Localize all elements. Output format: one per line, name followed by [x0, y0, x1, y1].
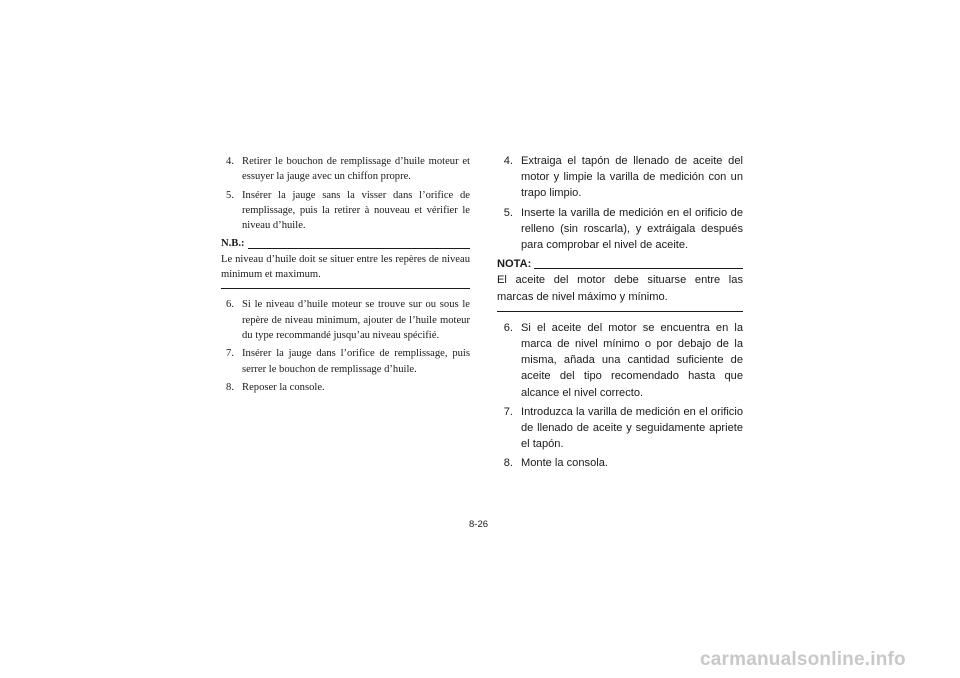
- es-note-text: El aceite del motor debe situarse entre las marcas de nivel máximo y mínimo.: [497, 274, 743, 303]
- fr-step-7: [221, 346, 470, 377]
- step-number: 6.: [503, 321, 513, 334]
- step-number: 7.: [503, 405, 513, 418]
- page-number: 8-26: [469, 519, 489, 530]
- fr-step-5: [221, 188, 470, 234]
- fr-step-6: [221, 297, 470, 343]
- es-step-5: [497, 205, 743, 254]
- step-text: Monte la consola.: [521, 457, 608, 470]
- step-text: Reposer la console.: [242, 381, 325, 393]
- note-rule: [248, 248, 470, 249]
- step-text: Insérer la jauge sans la visser dans l’orifice de remplissage, puis la retirer à nouveau et vérifier le niveau d’huile.: [242, 189, 470, 232]
- fr-note-header: [221, 236, 470, 251]
- es-step-6: [497, 320, 743, 401]
- step-number: 5.: [226, 189, 234, 201]
- step-text: Introduzca la varilla de medición en el orificio de llenado de aceite y seguidamente apriete el tapón.: [521, 405, 743, 451]
- fr-step-8: [221, 380, 470, 395]
- fr-note-text: Le niveau d’huile doit se situer entre les repères de niveau minimum et maximum.: [221, 253, 470, 281]
- step-text: Retirer le bouchon de remplissage d’huile moteur et essuyer la jauge avec un chiffon propre.: [242, 156, 470, 183]
- note-rule: [534, 268, 743, 269]
- step-number: 8.: [503, 457, 513, 470]
- step-text: Insérer la jauge dans l’orifice de remplissage, puis serrer le bouchon de remplissage d’huile.: [242, 348, 470, 375]
- note-label: N.B.:: [221, 238, 245, 250]
- note-label: NOTA:: [497, 258, 532, 271]
- note-end-rule: [497, 311, 743, 312]
- fr-step-4: [221, 154, 470, 185]
- step-text: Si el aceite del motor se encuentra en la marca de nivel mínimo o por debajo de la misma, añada una cantidad suficiente de aceite del tipo recomendado hasta que alcance el nivel correcto.: [521, 321, 743, 399]
- es-step-7: [497, 404, 743, 453]
- step-text: Si le niveau d’huile moteur se trouve sur ou sous le repère de niveau minimum, ajouter de l’huile moteur du type recommandé jusqu’au niveau spécifié.: [242, 299, 470, 341]
- step-number: 8.: [226, 381, 234, 393]
- step-number: 4.: [503, 155, 513, 167]
- step-text: Inserte la varilla de medición en el orificio de relleno (sin roscarla), y extráigala después para comprobar el nivel de aceite.: [521, 206, 743, 252]
- watermark: carmanualsonline.info: [700, 649, 906, 670]
- step-number: 5.: [503, 206, 513, 219]
- french-column: [221, 154, 470, 398]
- step-number: 4.: [226, 156, 234, 167]
- spanish-column: [497, 153, 743, 475]
- step-text: Extraiga el tapón de llenado de aceite del motor y limpie la varilla de medición con un trapo limpio.: [521, 155, 743, 200]
- step-number: 7.: [226, 348, 234, 360]
- note-end-rule: [221, 288, 470, 289]
- es-note-header: [497, 256, 743, 272]
- es-step-4: [497, 153, 743, 202]
- step-number: 6.: [226, 299, 234, 311]
- es-step-8: [497, 455, 743, 471]
